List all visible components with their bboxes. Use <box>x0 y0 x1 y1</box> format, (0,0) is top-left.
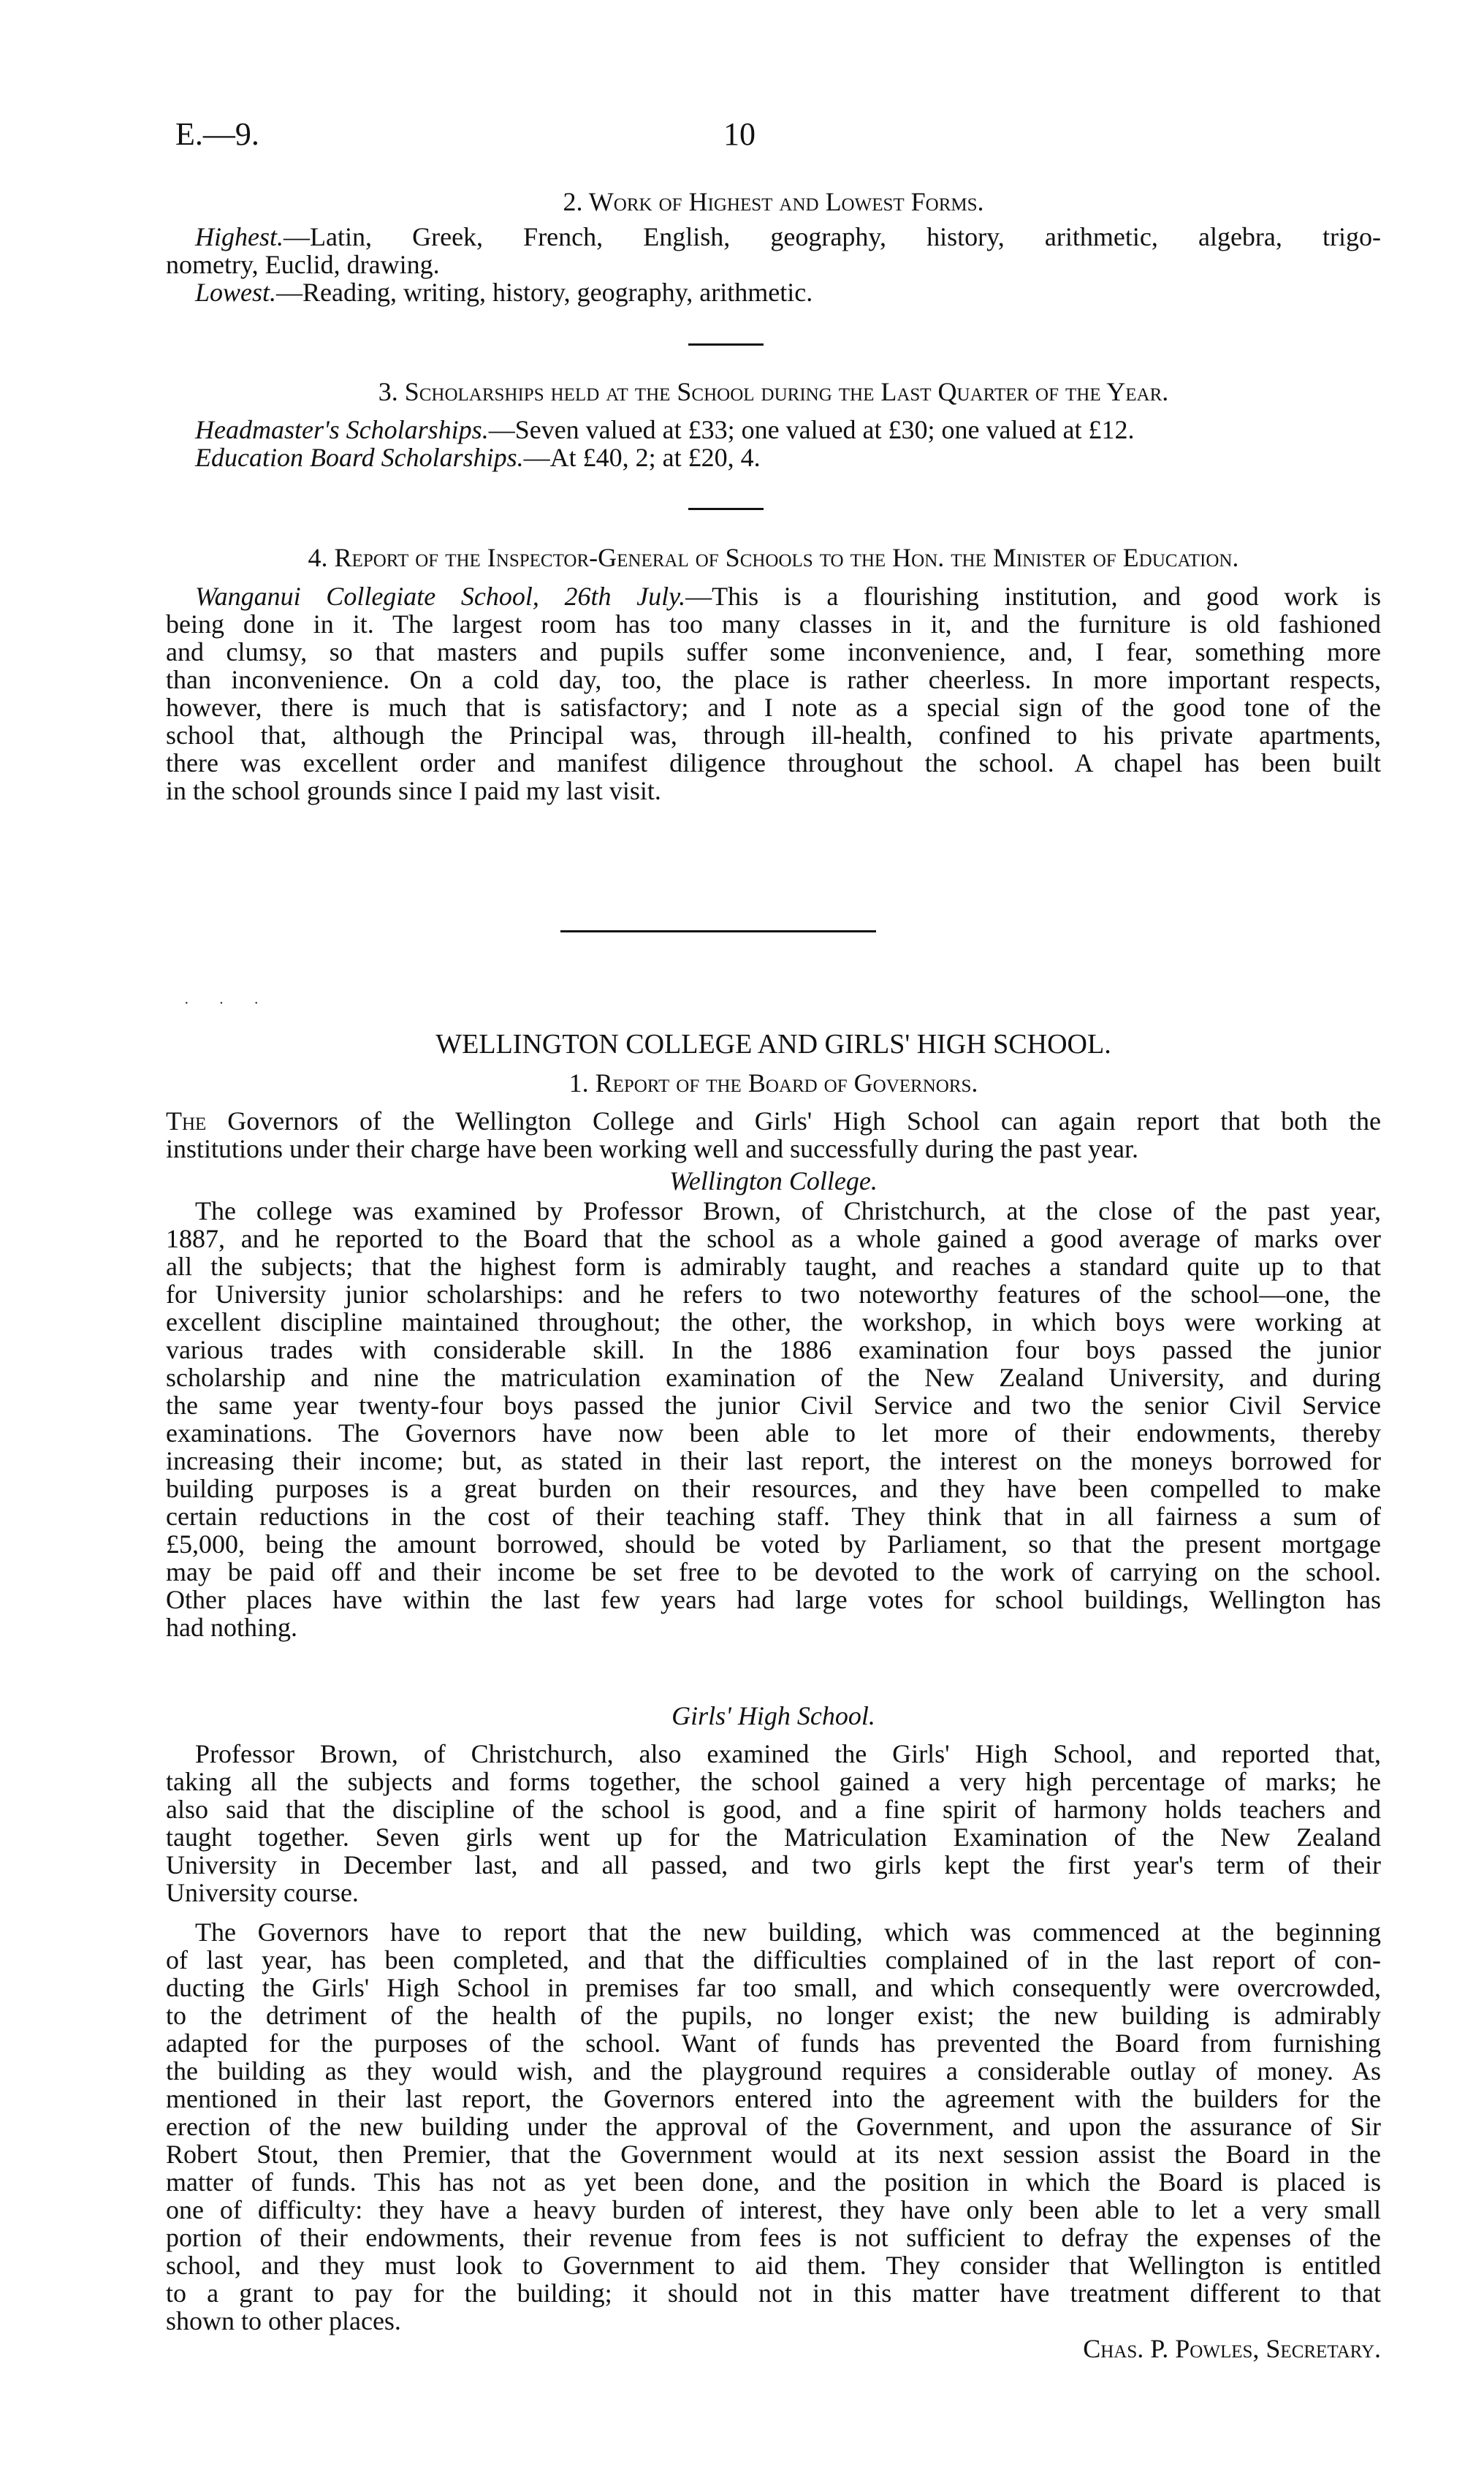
divider <box>688 508 764 510</box>
text-line: shown to other places. <box>166 2306 401 2335</box>
text-line: increasing their income; but, as stated in their last report, the interest on the moneys borrowed for <box>166 1446 1381 1475</box>
governors-paragraph <box>166 1918 1381 2335</box>
text-line: to the detriment of the health of the pupils, no longer exist; the new building is admirably <box>166 2001 1381 2030</box>
board-report-heading: 1. Report of the Board of Governors. <box>568 1068 978 1098</box>
section-4-body <box>166 582 1381 805</box>
text-line: scholarship and nine the matriculation examination of the New Zealand University, and during <box>166 1363 1381 1392</box>
section-divider <box>560 930 876 932</box>
text-line: the building as they would wish, and the playground requires a considerable outlay of money. As <box>166 2056 1381 2086</box>
text-line: ducting the Girls' High School in premises far too small, and which consequently were overcrowded, <box>166 1973 1381 2002</box>
page-ref: E.—9. <box>175 116 259 152</box>
text-line: than inconvenience. On a cold day, too, the place is rather cheerless. In more important respects, <box>166 665 1381 694</box>
text-line: taking all the subjects and forms together, the school gained a very high percentage of marks; he <box>166 1767 1381 1796</box>
text-line: Other places have within the last few years had large votes for school buildings, Wellington has <box>166 1585 1381 1614</box>
text-line: matter of funds. This has not as yet been done, and the position in which the Board is placed is <box>166 2167 1381 2197</box>
intro-line: institutions under their charge have been working well and successfully during the past year. <box>166 1134 1138 1163</box>
text-line <box>166 582 1381 610</box>
line-text: —This is a flourishing institution, and good work is <box>685 582 1382 611</box>
text-line: University course. <box>166 1878 359 1907</box>
section-3-heading: 3. Scholarships held at the School during the Last Quarter of the Year. <box>378 377 1169 406</box>
section-4-heading: 4. Report of the Inspector-General of Schools to the Hon. the Minister of Education. <box>308 543 1239 572</box>
section-2-heading: 2. Work of Highest and Lowest Forms. <box>563 187 984 216</box>
board-label: Education Board Scholarships. <box>195 443 524 472</box>
highest-label: Highest. <box>195 222 284 251</box>
text-line: £5,000, being the amount borrowed, should be voted by Parliament, so that the present mortgage <box>166 1529 1381 1559</box>
board-text: —At £40, 2; at £20, 4. <box>523 443 761 472</box>
text-line: school that, although the Principal was, through ill-health, confined to his private apartments, <box>166 721 1381 750</box>
text-line: and clumsy, so that masters and pupils suffer some inconvenience, and, I fear, something more <box>166 637 1381 666</box>
text-line: all the subjects; that the highest form is admirably taught, and reaches a standard quite up to that <box>166 1252 1381 1281</box>
page-number: 10 <box>723 116 756 152</box>
text-line: being done in it. The largest room has too many classes in it, and the furniture is old fashioned <box>166 609 1381 639</box>
text-line: in the school grounds since I paid my last visit. <box>166 776 661 805</box>
divider <box>688 343 764 346</box>
text-line: The college was examined by Professor Brown, of Christchurch, at the close of the past year, <box>195 1196 1381 1225</box>
text-line: school, and they must look to Government to aid them. They consider that Wellington is entitled <box>166 2251 1381 2280</box>
text-line: for University junior scholarships: and he refers to two noteworthy features of the school—one, the <box>166 1280 1381 1309</box>
text-line: mentioned in their last report, the Governors entered into the agreement with the builders for the <box>166 2084 1381 2113</box>
text-line: portion of their endowments, their revenue from fees is not sufficient to defray the expenses of the <box>166 2223 1381 2252</box>
girls-paragraph <box>166 1740 1381 1907</box>
girls-heading <box>166 1702 1381 1730</box>
lowest-label: Lowest. <box>195 278 277 307</box>
text-line: excellent discipline maintained throughout; the other, the workshop, in which boys were working at <box>166 1307 1381 1337</box>
text-line: there was excellent order and manifest diligence throughout the school. A chapel has been built <box>166 748 1381 778</box>
wellington-title: WELLINGTON COLLEGE AND GIRLS' HIGH SCHOOL. <box>435 1029 1111 1060</box>
text-line: various trades with considerable skill. In the 1886 examination four boys passed the junior <box>166 1335 1381 1364</box>
text-line: adapted for the purposes of the school. Want of funds has prevented the Board from furnishing <box>166 2029 1381 2058</box>
highest-cont: nometry, Euclid, drawing. <box>166 250 440 279</box>
text-line: 1887, and he reported to the Board that the school as a whole gained a good average of marks over <box>166 1224 1381 1253</box>
text-line: had nothing. <box>166 1613 297 1642</box>
section-3-body <box>166 416 1381 471</box>
headmaster-label: Headmaster's Scholarships. <box>195 415 489 444</box>
text-line: to a grant to pay for the building; it should not in this matter have treatment different to that <box>166 2278 1381 2308</box>
signature: Chas. P. Powles, Secretary. <box>1083 2334 1381 2363</box>
text-line: Professor Brown, of Christchurch, also examined the Girls' High School, and reported that, <box>195 1739 1381 1768</box>
highest-text: —Latin, Greek, French, English, geography, history, arithmetic, algebra, trigo- <box>284 222 1381 251</box>
text-line: the same year twenty-four boys passed the junior Civil Service and two the senior Civil Service <box>166 1391 1381 1420</box>
text-line: The Governors have to report that the new building, which was commenced at the beginning <box>195 1917 1381 1947</box>
intro-paragraph <box>166 1107 1381 1163</box>
text-line: however, there is much that is satisfactory; and I note as a special sign of the good tone of the <box>166 693 1381 722</box>
text-line: building purposes is a great burden on their resources, and they have been compelled to make <box>166 1474 1381 1503</box>
text-line: also said that the discipline of the school is good, and a fine spirit of harmony holds teachers and <box>166 1795 1381 1824</box>
lead-text: Wanganui Collegiate School, 26th July. <box>195 582 686 611</box>
text-line: University in December last, and all passed, and two girls kept the first year's term of their <box>166 1850 1381 1879</box>
text-line: examinations. The Governors have now been able to let more of their endowments, thereby <box>166 1418 1381 1448</box>
college-heading <box>166 1167 1381 1195</box>
lowest-text: —Reading, writing, history, geography, arithmetic. <box>276 278 813 307</box>
girls-heading-text: Girls' High School. <box>671 1701 875 1730</box>
text-line: taught together. Seven girls went up for the Matriculation Examination of the New Zealand <box>166 1822 1381 1852</box>
text-line: certain reductions in the cost of their teaching staff. They think that in all fairness a sum of <box>166 1502 1381 1531</box>
section-2-body <box>166 223 1381 306</box>
college-heading-text: Wellington College. <box>669 1166 878 1196</box>
print-specks: · · · <box>184 995 272 1011</box>
intro-lead: The <box>166 1106 207 1136</box>
text-line: of last year, has been completed, and that the difficulties complained of in the last report of con- <box>166 1945 1381 1974</box>
text-line: Robert Stout, then Premier, that the Government would at its next session assist the Board in the <box>166 2140 1381 2169</box>
college-paragraph <box>166 1197 1381 1641</box>
text-line: one of difficulty: they have a heavy burden of interest, they have only been able to let a very small <box>166 2195 1381 2224</box>
headmaster-text: —Seven valued at £33; one valued at £30; one valued at £12. <box>488 415 1135 444</box>
text-line: erection of the new building under the approval of the Government, and upon the assurance of Sir <box>166 2112 1381 2141</box>
intro-line: Governors of the Wellington College and Girls' High School can again report that both the <box>206 1106 1381 1136</box>
text-line: may be paid off and their income be set free to be devoted to the work of carrying on the school. <box>166 1557 1381 1586</box>
